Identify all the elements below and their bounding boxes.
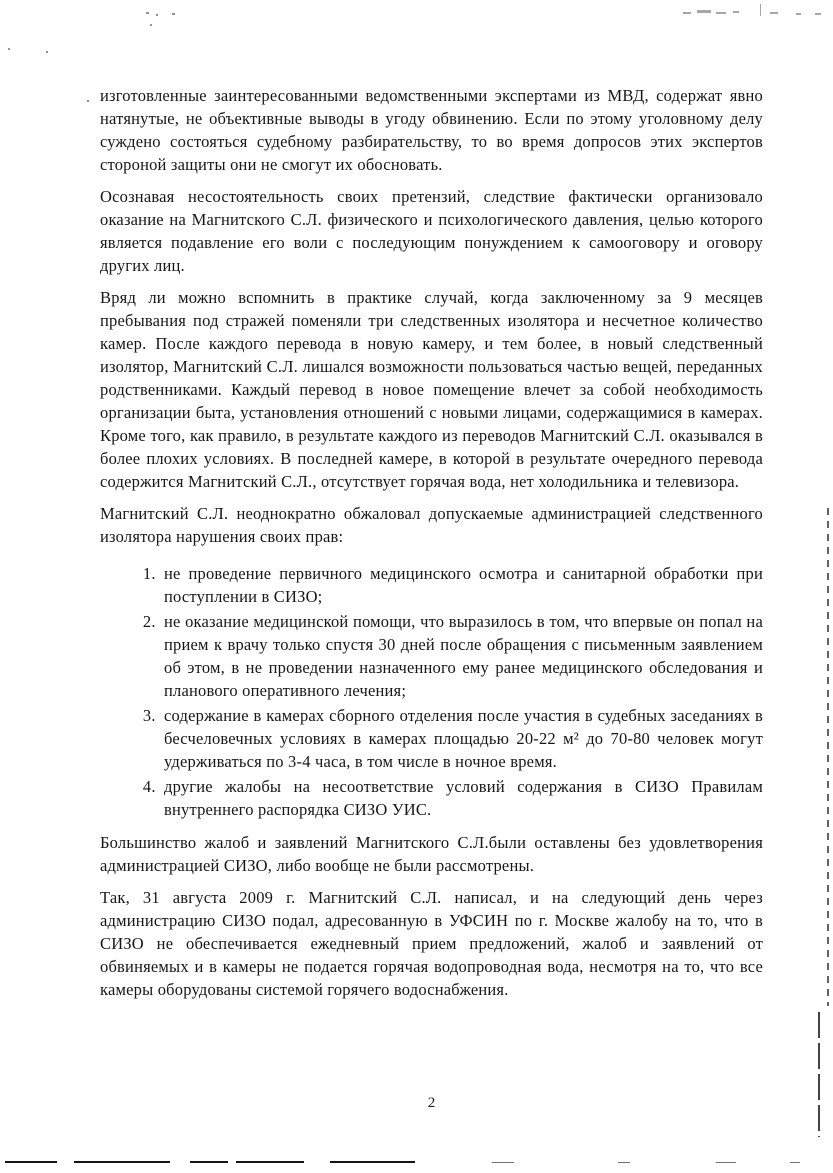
- complaints-list: [100, 562, 763, 821]
- paragraph-transfers: Вряд ли можно вспомнить в практике случай, когда заключенному за 9 месяцев пребывания под стражей поменяли три следственных изолятора и несчетное количество камер. После каждого перевода в новую камеру, и тем более, в новый следственный изолятор, Магнитский С.Л. лишался возможности пользоваться частью вещей, переданных родственниками. Каждый перевод в новое помещение влечет за собой необходимость организации быта, установления отношений с новыми лицами, содержащимися в камерах. Кроме того, как правило, в результате каждого из переводов Магнитский С.Л. оказывался в более плохих условиях. В последней камере, в которой в результате очередного перевода содержится Магнитский С.Л., отсутствует горячая вода, нет холодильника и телевизора.: [100, 288, 763, 491]
- scan-bottom-dash: [236, 1161, 304, 1163]
- page-number: 2: [427, 1095, 436, 1111]
- scan-smudge: [796, 13, 801, 15]
- scan-bottom-dash: [74, 1161, 170, 1163]
- scan-bottom-dash: [716, 1162, 736, 1163]
- scan-bottom-dash: [5, 1161, 57, 1163]
- scan-speck: [8, 48, 10, 50]
- scan-speck: [172, 13, 175, 15]
- list-item-other-complaints: 4. другие жалобы на несоответствие условий содержания в СИЗО Правилам внутреннего распорядка СИЗО УИС.: [160, 775, 763, 821]
- scan-speck: [87, 100, 89, 102]
- paragraph-august-complaint: Так, 31 августа 2009 г. Магнитский С.Л. написал, и на следующий день через администрацию СИЗО подал, адресованную в УФСИН по г. Москве жалобу на то, что в СИЗО не обеспечивается ежедневный прием предложений, жалоб и заявлений от обвиняемых и в камеры не подается горячая водопроводная вода, несмотря на то, что все камеры оборудованы системой горячего водоснабжения.: [100, 888, 763, 999]
- scan-smudge: [733, 11, 739, 13]
- list-item-cell-conditions: 3. содержание в камерах сборного отделения после участия в судебных заседаниях в бесчеловечных условиях в камерах площадью 20-22 м² до 70-80 человек могут удерживаться по 3-4 часа, в том числе в ночное время.: [160, 704, 763, 773]
- scan-speck: [156, 14, 158, 16]
- list-item-medical-exam: 1. не проведение первичного медицинского осмотра и санитарной обработки при поступлении в СИЗО;: [160, 562, 763, 608]
- scan-bottom-dash: [790, 1162, 800, 1163]
- scan-speck: [146, 12, 149, 14]
- scan-smudge: [760, 4, 761, 16]
- list-item-medical-aid: 2. не оказание медицинской помощи, что выразилось в том, что впервые он попал на прием к врачу только спустя 30 дней после обращения с письменным заявлением об этом, в не проведении назначенного ему ранее медицинского обследования и планового оперативного лечения;: [160, 610, 763, 702]
- document-text: [100, 84, 763, 1010]
- scan-smudge: [716, 12, 726, 14]
- paragraph-experts: изготовленные заинтересованными ведомственными экспертами из МВД, содержат явно натянутые, не объективные выводы в угоду обвинению. Если по этому уголовному делу суждено состояться судебному разбирательству, то во время допросов этих экспертов стороной защиты они не смогут их обосновать.: [100, 86, 763, 174]
- scan-smudge: [770, 12, 778, 14]
- scan-bottom-dash: [618, 1162, 630, 1163]
- scan-smudge: [683, 12, 691, 14]
- scan-vertical-line: [818, 1012, 820, 1137]
- scan-bottom-dash: [330, 1161, 415, 1163]
- paragraph-complaints-rejected: Большинство жалоб и заявлений Магнитского С.Л.были оставлены без удовлетворения администрацией СИЗО, либо вообще не были рассмотрены.: [100, 833, 763, 875]
- scan-bottom-dash: [492, 1162, 514, 1163]
- scan-smudge: [815, 13, 821, 15]
- paragraph-complaints-intro: Магнитский С.Л. неоднократно обжаловал допускаемые администрацией следственного изолятора нарушения своих прав:: [100, 504, 763, 546]
- scan-bottom-dash: [190, 1161, 228, 1163]
- scan-speck: [150, 24, 152, 26]
- scan-speck: [46, 51, 48, 53]
- paragraph-pressure: Осознавая несостоятельность своих претензий, следствие фактически организовало оказание на Магнитского С.Л. физического и психологического давления, целью которого является подавление его воли с последующим понуждением к самооговору и оговору других лиц.: [100, 187, 763, 275]
- scan-vertical-line: [827, 508, 829, 1006]
- scan-smudge: [697, 10, 711, 13]
